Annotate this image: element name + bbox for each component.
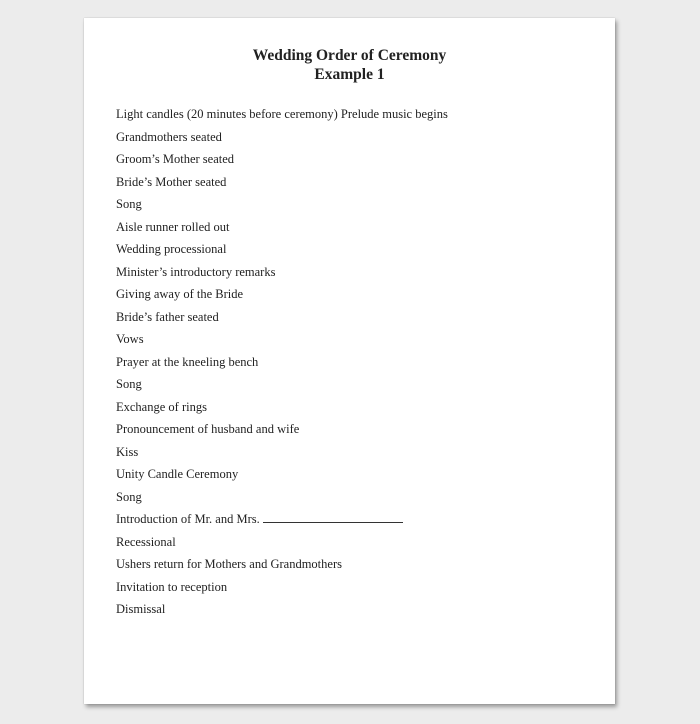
list-item: Song bbox=[116, 377, 142, 391]
list-item: Song bbox=[116, 489, 142, 504]
list-item: Unity Candle Ceremony bbox=[116, 467, 239, 481]
list-item: Wedding processional bbox=[116, 242, 227, 256]
list-item: Vows bbox=[116, 332, 144, 346]
list-item: Aisle runner rolled out bbox=[116, 219, 230, 234]
list-item: Invitation to reception bbox=[116, 579, 228, 594]
list-item: Prayer at the kneeling bench bbox=[116, 354, 259, 369]
list-item: Bride’s Mother seated bbox=[116, 174, 227, 189]
list-item: Pronouncement of husband and wife bbox=[116, 422, 300, 436]
list-item: Bride’s father seated bbox=[116, 309, 219, 324]
title-line-1: Wedding Order of Ceremony bbox=[252, 47, 447, 64]
list-item: Giving away of the Bride bbox=[116, 287, 244, 301]
ceremony-order-list bbox=[116, 103, 448, 621]
name-blank-line bbox=[263, 512, 403, 523]
list-item: Ushers return for Mothers and Grandmothers bbox=[116, 557, 342, 571]
list-item: Kiss bbox=[116, 444, 139, 459]
title-line-2: Example 1 bbox=[314, 66, 385, 83]
list-item: Dismissal bbox=[116, 602, 166, 616]
list-item: Song bbox=[116, 197, 142, 211]
document-page bbox=[84, 18, 615, 704]
list-item: Exchange of rings bbox=[116, 399, 207, 414]
list-item: Grandmothers seated bbox=[116, 129, 222, 144]
list-item: Light candles (20 minutes before ceremony) Prelude music begins bbox=[116, 107, 448, 121]
list-item: Groom’s Mother seated bbox=[116, 152, 235, 166]
list-item-introduction: Introduction of Mr. and Mrs. bbox=[116, 508, 448, 531]
list-item: Minister’s introductory remarks bbox=[116, 264, 276, 279]
document-title bbox=[84, 46, 615, 84]
list-item: Recessional bbox=[116, 534, 176, 549]
